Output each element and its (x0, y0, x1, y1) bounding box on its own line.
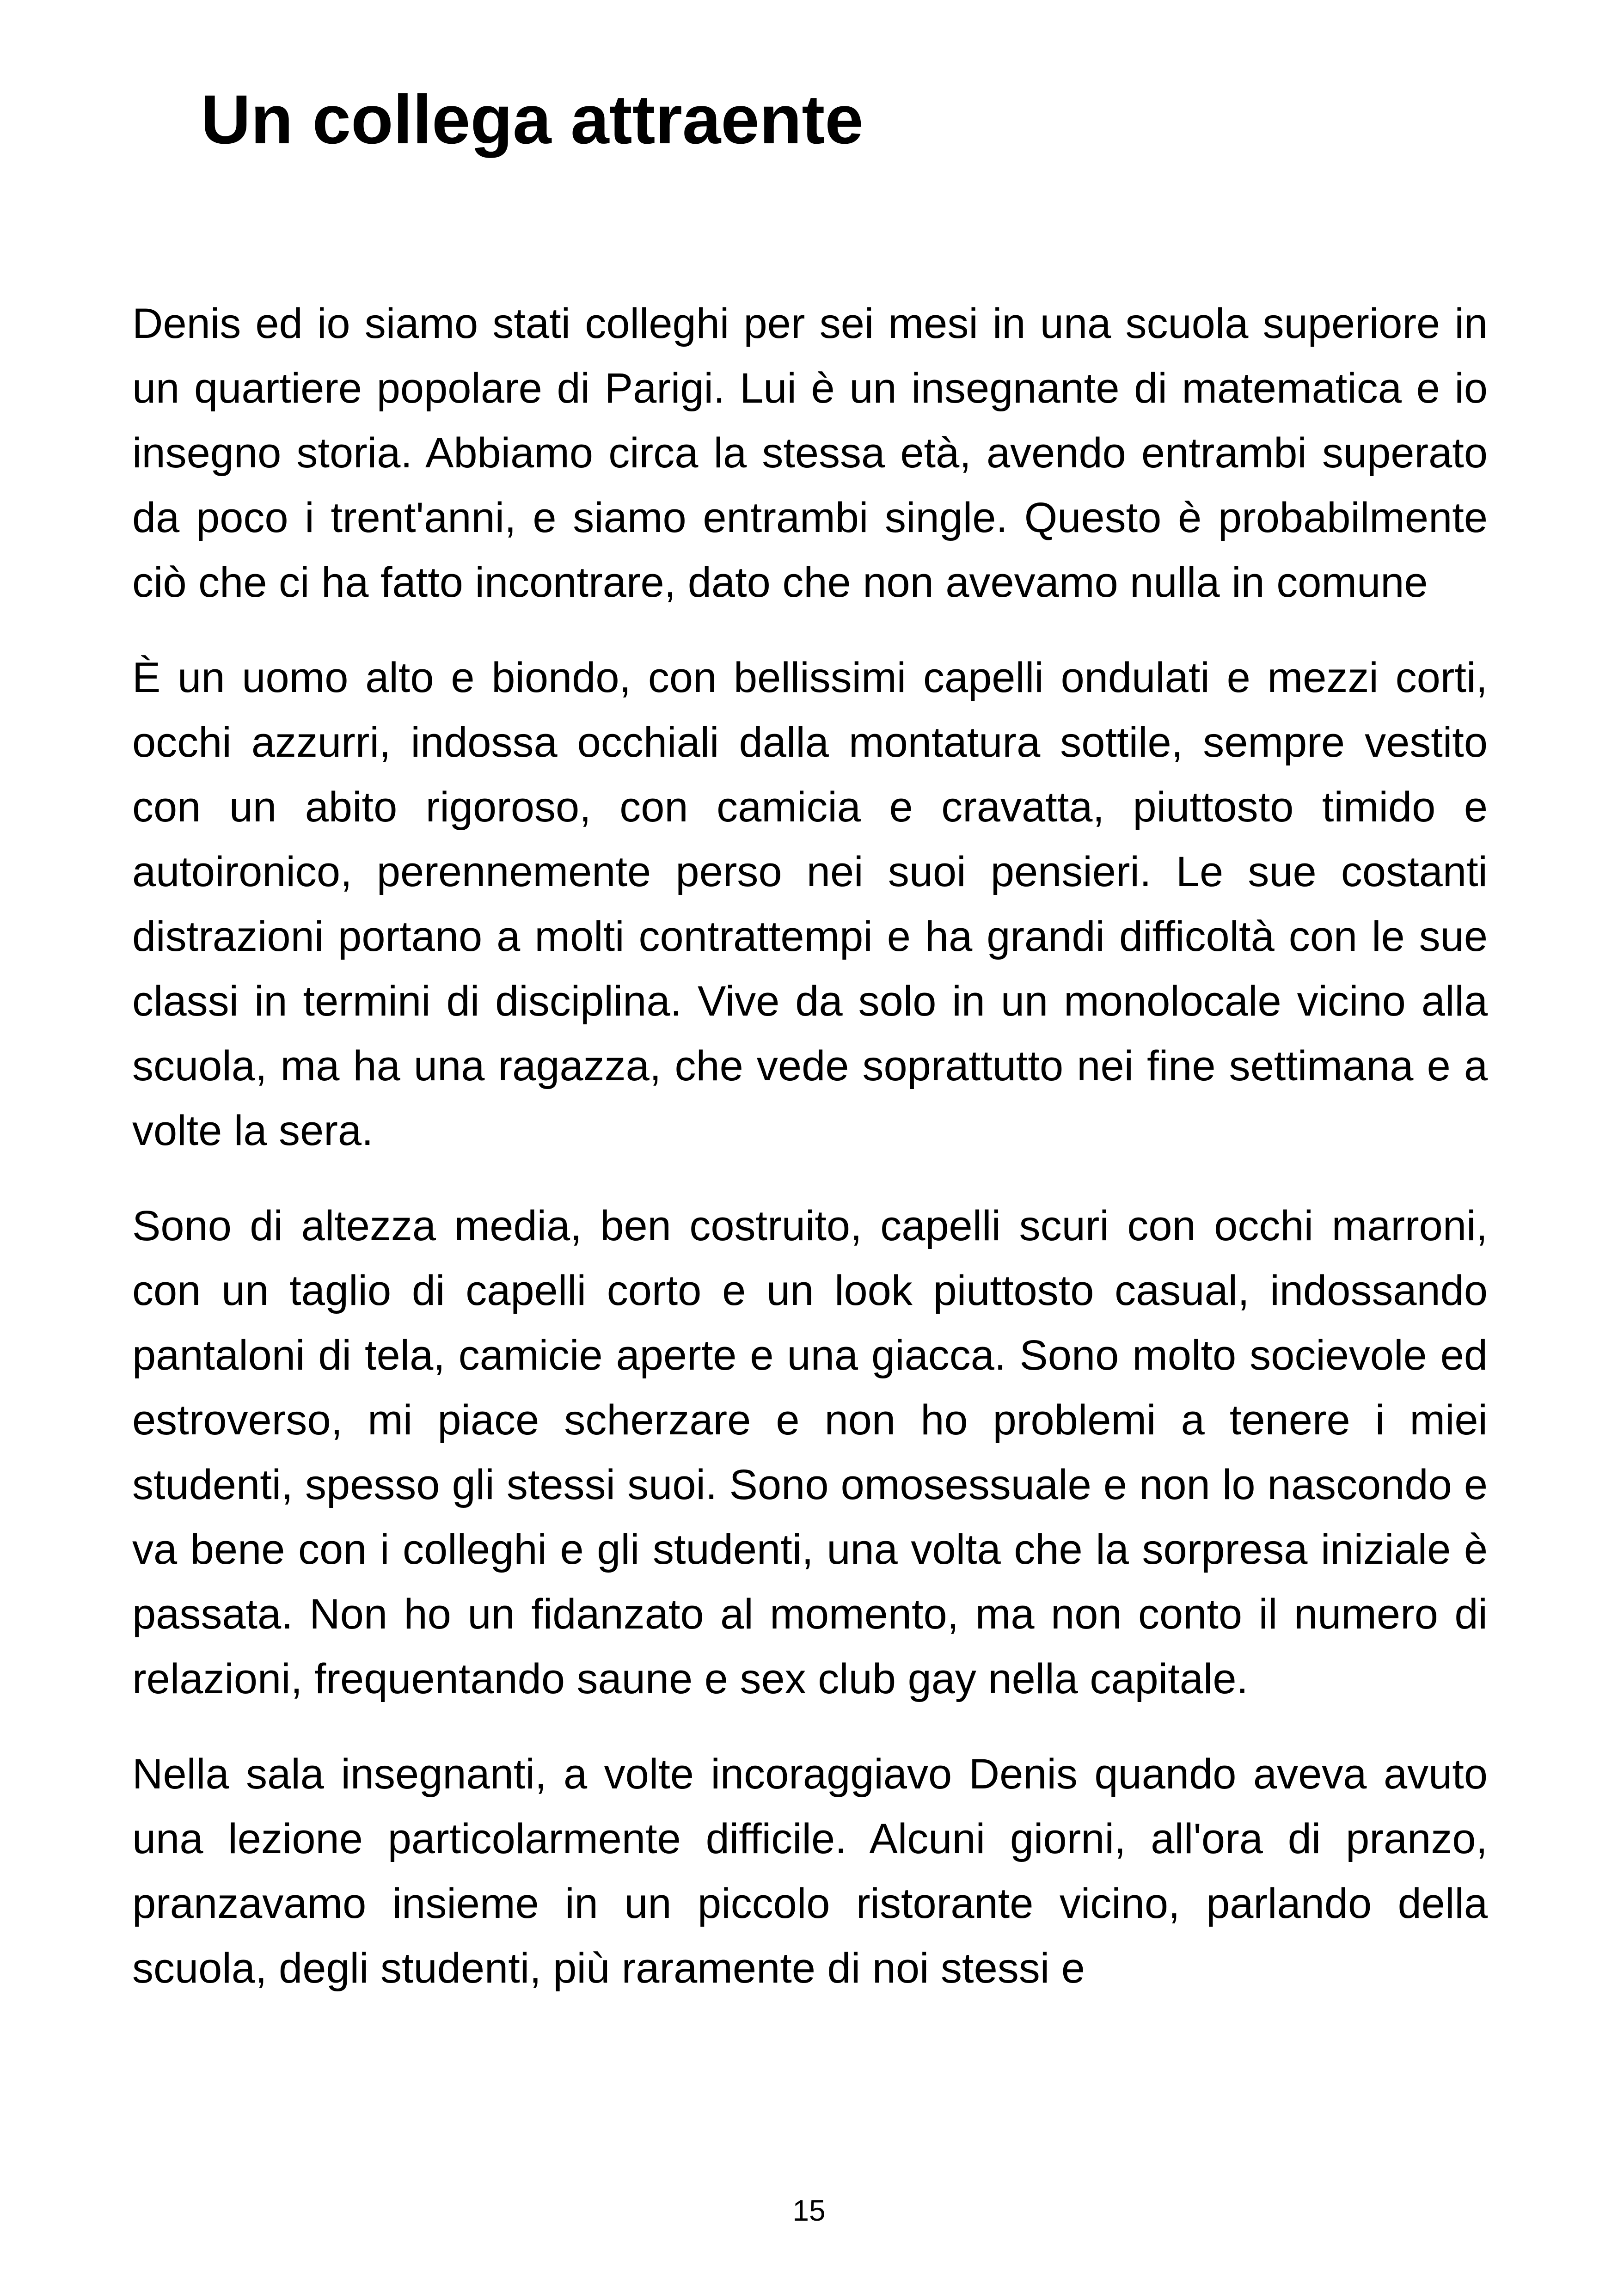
page-number: 15 (792, 2194, 826, 2227)
body-text (132, 291, 1488, 2001)
paragraph-1: Denis ed io siamo stati colleghi per sei mesi in una scuola superiore in un quartiere popolare di Parigi. Lui è un insegnante di matematica e io insegno storia. Abbiamo circa la stessa età, avendo entrambi superato da poco i trent'anni, e siamo entrambi single. Questo è probabilmente ciò che ci ha fatto incontrare, dato che non avevamo nulla in comune (132, 300, 1488, 606)
paragraph-4: Nella sala insegnanti, a volte incoraggiavo Denis quando aveva avuto una lezione particolarmente difficile. Alcuni giorni, all'ora di pranzo, pranzavamo insieme in un piccolo ristorante vicino, parlando della scuola, degli studenti, più raramente di noi stessi e (132, 1751, 1488, 1992)
paragraph-3: Sono di altezza media, ben costruito, capelli scuri con occhi marroni, con un taglio di capelli corto e un look piuttosto casual, indossando pantaloni di tela, camicie aperte e una giacca. Sono molto socievole ed estroverso, mi piace scherzare e non ho problemi a tenere i miei studenti, spesso gli stessi suoi. Sono omosessuale e non lo nascondo e va bene con i colleghi e gli studenti, una volta che la sorpresa iniziale è passata. Non ho un fidanzato al momento, ma non conto il numero di relazioni, frequentando saune e sex club gay nella capitale. (132, 1202, 1488, 1702)
chapter-title: Un collega attraente (201, 80, 864, 158)
paragraph-2: È un uomo alto e biondo, con bellissimi capelli ondulati e mezzi corti, occhi azzurri, indossa occhiali dalla montatura sottile, sempre vestito con un abito rigoroso, con camicia e cravatta, piuttosto timido e autoironico, perennemente perso nei suoi pensieri. Le sue costanti distrazioni portano a molti contrattempi e ha grandi difficoltà con le sue classi in termini di disciplina. Vive da solo in un monolocale vicino alla scuola, ma ha una ragazza, che vede soprattutto nei fine settimana e a volte la sera. (132, 654, 1488, 1154)
